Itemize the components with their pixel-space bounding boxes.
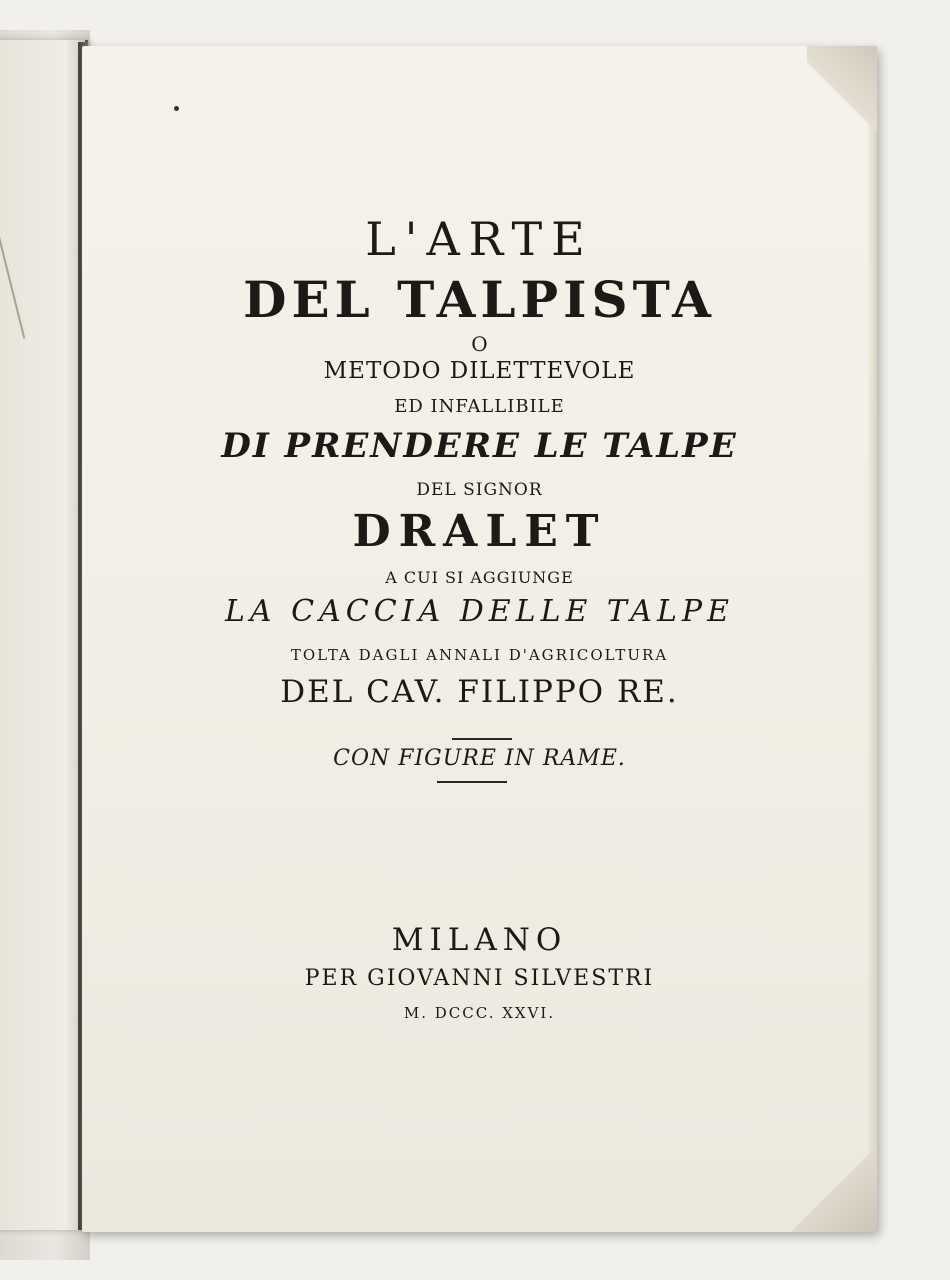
subtitle-line-3: DI PRENDERE LE TALPE xyxy=(221,426,738,466)
illustrations-note: CON FIGURE IN RAME. xyxy=(333,746,626,771)
ink-speck xyxy=(174,106,179,111)
worn-corner-bottom xyxy=(782,1137,877,1232)
source-line: TOLTA DAGLI ANNALI D'AGRICOLTURA xyxy=(290,646,669,664)
imprint-year: M. DCCC. XXVI. xyxy=(403,1004,556,1022)
divider-rule-bottom xyxy=(437,781,507,783)
subtitle-line-2: ED INFALLIBILE xyxy=(394,396,565,417)
imprint-city: MILANO xyxy=(391,922,568,958)
title-line-2: DEL TALPISTA xyxy=(243,270,716,329)
title-page xyxy=(82,46,877,1232)
author-prefix: DEL SIGNOR xyxy=(416,480,543,500)
imprint-publisher: PER GIOVANNI SILVESTRI xyxy=(304,966,655,991)
left-page-crease xyxy=(0,231,25,338)
source-author: DEL CAV. FILIPPO RE. xyxy=(280,674,679,710)
title-line-1: L'ARTE xyxy=(365,212,594,266)
left-page xyxy=(0,40,88,1230)
worn-corner-top xyxy=(807,46,877,131)
divider-rule-top xyxy=(452,738,512,740)
subtitle-line-1: METODO DILETTEVOLE xyxy=(323,358,636,384)
conjunction: O xyxy=(471,332,488,356)
addition-title: LA CACCIA DELLE TALPE xyxy=(225,594,734,629)
addition-prefix: A CUI SI AGGIUNGE xyxy=(385,568,574,587)
author-name: DRALET xyxy=(352,506,607,557)
